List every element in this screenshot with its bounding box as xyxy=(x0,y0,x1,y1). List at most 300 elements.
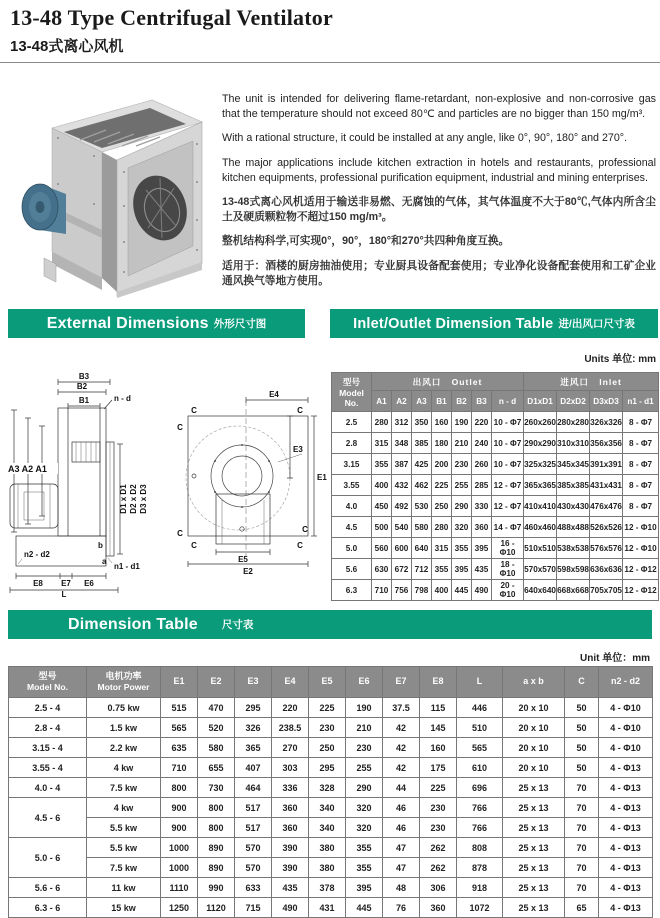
model-cell: 4.5 xyxy=(332,517,372,538)
col-b3: B3 xyxy=(472,391,492,412)
power-cell: 15 kw xyxy=(87,898,161,918)
col-l: L xyxy=(457,667,503,698)
dim-label-d3xd3: D3 x D3 xyxy=(139,484,148,514)
value-cell: 255 xyxy=(452,475,472,496)
value-cell: 538x538 xyxy=(557,538,590,559)
model-cell: 2.8 xyxy=(332,433,372,454)
value-cell: 190 xyxy=(346,698,383,718)
table-row xyxy=(332,496,659,517)
value-cell: 312 xyxy=(392,412,412,433)
header-outlet-cn: 出风口 xyxy=(412,376,442,387)
value-cell: 517 xyxy=(235,798,272,818)
value-cell: 445 xyxy=(452,580,472,601)
value-cell: 635 xyxy=(161,738,198,758)
inlet-outlet-table-body xyxy=(332,412,659,601)
col-a1: A1 xyxy=(372,391,392,412)
value-cell: 710 xyxy=(161,758,198,778)
table-row xyxy=(9,878,653,898)
value-cell: 425 xyxy=(412,454,432,475)
dim-label-d1xd1: D1 x D1 xyxy=(119,484,128,514)
desc-en-1: The unit is intended for delivering flame-retardant, non-explosive and non-corrosive gas that the temperature should not exceed 80℃ and particles are no bigger than 150 mg/m³. xyxy=(222,93,656,121)
value-cell: 633 xyxy=(235,878,272,898)
dim-label-e6: E6 xyxy=(84,579,94,588)
value-cell: 10 - Φ7 xyxy=(492,433,524,454)
value-cell: 230 xyxy=(346,738,383,758)
table-header-row xyxy=(9,667,653,698)
model-cell: 6.3 xyxy=(332,580,372,601)
col-e8: E8 xyxy=(420,667,457,698)
external-dimensions-drawing xyxy=(2,366,330,598)
value-cell: 47 xyxy=(383,858,420,878)
dim-label-b1: B1 xyxy=(78,396,90,405)
value-cell: 210 xyxy=(452,433,472,454)
model-cell: 5.6 xyxy=(332,559,372,580)
value-cell: 4 - Φ13 xyxy=(599,838,653,858)
corner-mark-c: C xyxy=(191,406,197,415)
value-cell: 445 xyxy=(346,898,383,918)
model-cell: 3.55 xyxy=(332,475,372,496)
value-cell: 25 x 13 xyxy=(503,898,565,918)
value-cell: 355 xyxy=(432,559,452,580)
value-cell: 640 xyxy=(412,538,432,559)
power-cell: 4 kw xyxy=(87,758,161,778)
value-cell: 345x345 xyxy=(557,454,590,475)
value-cell: 348 xyxy=(392,433,412,454)
value-cell: 712 xyxy=(412,559,432,580)
value-cell: 4 - Φ13 xyxy=(599,898,653,918)
value-cell: 565 xyxy=(457,738,503,758)
value-cell: 435 xyxy=(472,559,492,580)
col-n-d: n - d xyxy=(492,391,524,412)
value-cell: 12 - Φ10 xyxy=(623,517,659,538)
dimension-table xyxy=(8,666,653,918)
value-cell: 365x365 xyxy=(524,475,557,496)
value-cell: 510x510 xyxy=(524,538,557,559)
value-cell: 387 xyxy=(392,454,412,475)
value-cell: 4 - Φ13 xyxy=(599,818,653,838)
value-cell: 520 xyxy=(198,718,235,738)
value-cell: 655 xyxy=(198,758,235,778)
model-cell: 4.0 - 4 xyxy=(9,778,87,798)
value-cell: 990 xyxy=(198,878,235,898)
power-cell: 7.5 kw xyxy=(87,778,161,798)
value-cell: 8 - Φ7 xyxy=(623,412,659,433)
value-cell: 560 xyxy=(372,538,392,559)
dim-label-e7: E7 xyxy=(61,579,71,588)
value-cell: 355 xyxy=(346,858,383,878)
value-cell: 42 xyxy=(383,738,420,758)
value-cell: 360 xyxy=(420,898,457,918)
value-cell: 492 xyxy=(392,496,412,517)
value-cell: 175 xyxy=(420,758,457,778)
model-cell: 3.15 xyxy=(332,454,372,475)
value-cell: 4 - Φ13 xyxy=(599,778,653,798)
value-cell: 378 xyxy=(309,878,346,898)
value-cell: 464 xyxy=(235,778,272,798)
value-cell: 326x326 xyxy=(590,412,623,433)
value-cell: 8 - Φ7 xyxy=(623,454,659,475)
value-cell: 600 xyxy=(392,538,412,559)
dim-label-b-small: b xyxy=(98,541,103,550)
value-cell: 37.5 xyxy=(383,698,420,718)
value-cell: 326 xyxy=(235,718,272,738)
value-cell: 303 xyxy=(272,758,309,778)
table-row xyxy=(332,559,659,580)
header-motor-power xyxy=(87,667,161,698)
units-note-io: Units 单位: mm xyxy=(584,354,656,365)
value-cell: 766 xyxy=(457,818,503,838)
value-cell: 565 xyxy=(161,718,198,738)
power-cell: 5.5 kw xyxy=(87,838,161,858)
value-cell: 766 xyxy=(457,798,503,818)
value-cell: 115 xyxy=(420,698,457,718)
value-cell: 230 xyxy=(420,798,457,818)
model-cell: 4.5 - 6 xyxy=(9,798,87,838)
value-cell: 390 xyxy=(272,858,309,878)
value-cell: 200 xyxy=(432,454,452,475)
value-cell: 12 - Φ12 xyxy=(623,559,659,580)
value-cell: 262 xyxy=(420,858,457,878)
value-cell: 25 x 13 xyxy=(503,858,565,878)
value-cell: 385x385 xyxy=(557,475,590,496)
dim-label-n1-d1: n1 - d1 xyxy=(114,562,140,571)
value-cell: 1072 xyxy=(457,898,503,918)
value-cell: 315 xyxy=(372,433,392,454)
value-cell: 10 - Φ7 xyxy=(492,412,524,433)
value-cell: 50 xyxy=(565,718,599,738)
table-row xyxy=(9,858,653,878)
col-n2-d2: n2 - d2 xyxy=(599,667,653,698)
value-cell: 4 - Φ13 xyxy=(599,858,653,878)
inlet-outlet-table xyxy=(331,372,659,601)
value-cell: 570 xyxy=(235,838,272,858)
value-cell: 390 xyxy=(272,838,309,858)
value-cell: 668x668 xyxy=(557,580,590,601)
section-title-cn: 外形尺寸图 xyxy=(213,318,267,330)
value-cell: 20 x 10 xyxy=(503,738,565,758)
value-cell: 50 xyxy=(565,758,599,778)
value-cell: 1000 xyxy=(161,858,198,878)
value-cell: 705x705 xyxy=(590,580,623,601)
value-cell: 1120 xyxy=(198,898,235,918)
value-cell: 476x476 xyxy=(590,496,623,517)
section-title-en: Inlet/Outlet Dimension Table xyxy=(353,315,554,332)
value-cell: 450 xyxy=(372,496,392,517)
value-cell: 4 - Φ10 xyxy=(599,718,653,738)
value-cell: 610 xyxy=(457,758,503,778)
col-b2: B2 xyxy=(452,391,472,412)
value-cell: 580 xyxy=(198,738,235,758)
table-row xyxy=(332,538,659,559)
col-d2xd2: D2xD2 xyxy=(557,391,590,412)
desc-en-3: The major applications include kitchen extraction in hotels and restaurants, professional kitchen equipments, professional purification equipment, industrial and mining enterprises. xyxy=(222,156,656,184)
value-cell: 262 xyxy=(420,838,457,858)
section-title-cn: 尺寸表 xyxy=(221,619,254,631)
value-cell: 696 xyxy=(457,778,503,798)
value-cell: 315 xyxy=(432,538,452,559)
value-cell: 240 xyxy=(472,433,492,454)
corner-mark-c: C xyxy=(297,541,303,550)
value-cell: 890 xyxy=(198,838,235,858)
table-subheader-row xyxy=(332,391,659,412)
value-cell: 50 xyxy=(565,698,599,718)
header-power-en: Motor Power xyxy=(97,682,150,693)
value-cell: 470 xyxy=(198,698,235,718)
value-cell: 225 xyxy=(432,475,452,496)
value-cell: 336 xyxy=(272,778,309,798)
value-cell: 320 xyxy=(346,818,383,838)
divider xyxy=(0,62,660,63)
value-cell: 570 xyxy=(235,858,272,878)
value-cell: 280 xyxy=(372,412,392,433)
power-cell: 4 kw xyxy=(87,798,161,818)
value-cell: 432 xyxy=(392,475,412,496)
table-row xyxy=(332,454,659,475)
value-cell: 20 - Φ10 xyxy=(492,580,524,601)
value-cell: 190 xyxy=(452,412,472,433)
value-cell: 76 xyxy=(383,898,420,918)
value-cell: 1000 xyxy=(161,838,198,858)
dimension-table-body xyxy=(9,698,653,918)
value-cell: 20 x 10 xyxy=(503,758,565,778)
section-title-en: External Dimensions xyxy=(46,314,209,332)
value-cell: 517 xyxy=(235,818,272,838)
value-cell: 325x325 xyxy=(524,454,557,475)
col-axb: a x b xyxy=(503,667,565,698)
value-cell: 225 xyxy=(309,698,346,718)
value-cell: 808 xyxy=(457,838,503,858)
power-cell: 0.75 kw xyxy=(87,698,161,718)
value-cell: 365 xyxy=(235,738,272,758)
value-cell: 430x430 xyxy=(557,496,590,517)
corner-mark-c: C xyxy=(177,423,183,432)
value-cell: 50 xyxy=(565,738,599,758)
table-row xyxy=(332,517,659,538)
dim-label-l: L xyxy=(61,590,67,598)
value-cell: 340 xyxy=(309,818,346,838)
value-cell: 800 xyxy=(161,778,198,798)
value-cell: 526x526 xyxy=(590,517,623,538)
header-model-en: Model No. xyxy=(26,682,69,693)
value-cell: 70 xyxy=(565,858,599,878)
value-cell: 800 xyxy=(198,818,235,838)
value-cell: 12 - Φ10 xyxy=(623,538,659,559)
value-cell: 20 x 10 xyxy=(503,718,565,738)
col-e7: E7 xyxy=(383,667,420,698)
header-model xyxy=(9,667,87,698)
dim-label-e5: E5 xyxy=(238,555,248,564)
header-inlet-en: Inlet xyxy=(599,376,622,387)
col-a3: A3 xyxy=(412,391,432,412)
value-cell: 280x280 xyxy=(557,412,590,433)
value-cell: 220 xyxy=(472,412,492,433)
col-e2: E2 xyxy=(198,667,235,698)
model-cell: 3.15 - 4 xyxy=(9,738,87,758)
value-cell: 636x636 xyxy=(590,559,623,580)
value-cell: 710 xyxy=(372,580,392,601)
value-cell: 918 xyxy=(457,878,503,898)
value-cell: 25 x 13 xyxy=(503,798,565,818)
section-title-cn: 进/出风口尺寸表 xyxy=(558,318,635,330)
value-cell: 230 xyxy=(420,818,457,838)
value-cell: 306 xyxy=(420,878,457,898)
dim-label-e8: E8 xyxy=(33,579,43,588)
value-cell: 510 xyxy=(457,718,503,738)
value-cell: 356x356 xyxy=(590,433,623,454)
value-cell: 14 - Φ7 xyxy=(492,517,524,538)
value-cell: 355 xyxy=(452,538,472,559)
value-cell: 598x598 xyxy=(557,559,590,580)
value-cell: 270 xyxy=(272,738,309,758)
value-cell: 290x290 xyxy=(524,433,557,454)
header-model-cn: 型号 xyxy=(38,671,57,681)
value-cell: 320 xyxy=(452,517,472,538)
desc-cn-2: 整机结构科学,可实现0°，90°，180°和270°共四种角度互换。 xyxy=(222,235,510,248)
col-e4: E4 xyxy=(272,667,309,698)
table-row xyxy=(332,412,659,433)
value-cell: 8 - Φ7 xyxy=(623,496,659,517)
value-cell: 878 xyxy=(457,858,503,878)
value-cell: 350 xyxy=(412,412,432,433)
value-cell: 435 xyxy=(272,878,309,898)
value-cell: 290 xyxy=(452,496,472,517)
value-cell: 180 xyxy=(432,433,452,454)
model-cell: 2.5 - 4 xyxy=(9,698,87,718)
model-cell: 5.0 - 6 xyxy=(9,838,87,878)
dim-label-n2-d2: n2 - d2 xyxy=(24,550,50,559)
corner-mark-c: C xyxy=(302,525,308,534)
value-cell: 360 xyxy=(272,798,309,818)
value-cell: 500 xyxy=(372,517,392,538)
table-row xyxy=(9,798,653,818)
value-cell: 44 xyxy=(383,778,420,798)
value-cell: 4 - Φ13 xyxy=(599,878,653,898)
col-e3: E3 xyxy=(235,667,272,698)
value-cell: 25 x 13 xyxy=(503,838,565,858)
value-cell: 431x431 xyxy=(590,475,623,496)
power-cell: 11 kw xyxy=(87,878,161,898)
value-cell: 16 - Φ10 xyxy=(492,538,524,559)
power-cell: 5.5 kw xyxy=(87,818,161,838)
fan-housing-illustration xyxy=(22,100,202,298)
value-cell: 70 xyxy=(565,778,599,798)
value-cell: 4 - Φ10 xyxy=(599,738,653,758)
value-cell: 395 xyxy=(472,538,492,559)
value-cell: 295 xyxy=(235,698,272,718)
value-cell: 490 xyxy=(272,898,309,918)
dim-label-a3a2a1: A3 A2 A1 xyxy=(8,464,47,474)
dim-label-b2: B2 xyxy=(76,382,88,391)
table-row xyxy=(9,818,653,838)
value-cell: 250 xyxy=(432,496,452,517)
value-cell: 630 xyxy=(372,559,392,580)
value-cell: 4 - Φ13 xyxy=(599,758,653,778)
value-cell: 798 xyxy=(412,580,432,601)
value-cell: 576x576 xyxy=(590,538,623,559)
dim-label-d2xd2: D2 x D2 xyxy=(129,484,138,514)
col-e1: E1 xyxy=(161,667,198,698)
model-cell: 6.3 - 6 xyxy=(9,898,87,918)
value-cell: 400 xyxy=(432,580,452,601)
power-cell: 2.2 kw xyxy=(87,738,161,758)
value-cell: 12 - Φ12 xyxy=(623,580,659,601)
value-cell: 580 xyxy=(412,517,432,538)
value-cell: 355 xyxy=(372,454,392,475)
value-cell: 320 xyxy=(346,798,383,818)
section-dimension-table xyxy=(8,610,652,639)
model-cell: 4.0 xyxy=(332,496,372,517)
dim-label-e1: E1 xyxy=(317,473,327,482)
value-cell: 900 xyxy=(161,798,198,818)
model-cell: 5.6 - 6 xyxy=(9,878,87,898)
dim-label-a-small: a xyxy=(102,557,107,566)
model-cell: 3.55 - 4 xyxy=(9,758,87,778)
value-cell: 70 xyxy=(565,878,599,898)
value-cell: 1250 xyxy=(161,898,198,918)
value-cell: 42 xyxy=(383,758,420,778)
value-cell: 1110 xyxy=(161,878,198,898)
col-c: C xyxy=(565,667,599,698)
col-d1xd1: D1xD1 xyxy=(524,391,557,412)
value-cell: 47 xyxy=(383,838,420,858)
col-b1: B1 xyxy=(432,391,452,412)
value-cell: 46 xyxy=(383,818,420,838)
corner-mark-c: C xyxy=(191,541,197,550)
value-cell: 410x410 xyxy=(524,496,557,517)
value-cell: 160 xyxy=(420,738,457,758)
header-model-en: Model No. xyxy=(339,388,364,408)
value-cell: 730 xyxy=(198,778,235,798)
value-cell: 462 xyxy=(412,475,432,496)
header-outlet-group xyxy=(372,373,524,391)
section-title-en: Dimension Table xyxy=(68,615,198,633)
header-power-cn: 电机功率 xyxy=(105,671,142,681)
dim-label-e2: E2 xyxy=(243,567,253,576)
value-cell: 48 xyxy=(383,878,420,898)
section-external-dimensions xyxy=(8,309,305,338)
value-cell: 490 xyxy=(472,580,492,601)
value-cell: 570x570 xyxy=(524,559,557,580)
col-e6: E6 xyxy=(346,667,383,698)
table-row xyxy=(9,898,653,918)
value-cell: 230 xyxy=(309,718,346,738)
value-cell: 18 - Φ10 xyxy=(492,559,524,580)
value-cell: 70 xyxy=(565,798,599,818)
section-inlet-outlet-table xyxy=(330,309,658,338)
model-cell: 2.8 - 4 xyxy=(9,718,87,738)
value-cell: 20 x 10 xyxy=(503,698,565,718)
header-inlet-group xyxy=(524,373,659,391)
dim-label-b3: B3 xyxy=(78,372,90,381)
value-cell: 530 xyxy=(412,496,432,517)
value-cell: 42 xyxy=(383,718,420,738)
value-cell: 290 xyxy=(346,778,383,798)
desc-cn-1: 13-48式离心风机适用于输送非易燃、无腐蚀的气体，其气体温度不大于80℃,气体内所含尘土及硬质颗粒物不超过150 mg/m³。 xyxy=(222,195,656,224)
front-view-labels xyxy=(177,390,327,576)
value-cell: 70 xyxy=(565,838,599,858)
value-cell: 330 xyxy=(472,496,492,517)
col-a2: A2 xyxy=(392,391,412,412)
value-cell: 210 xyxy=(346,718,383,738)
value-cell: 360 xyxy=(472,517,492,538)
table-row xyxy=(9,758,653,778)
value-cell: 25 x 13 xyxy=(503,778,565,798)
units-note-dim: Unit 单位：mm xyxy=(580,653,650,664)
value-cell: 391x391 xyxy=(590,454,623,475)
value-cell: 255 xyxy=(346,758,383,778)
value-cell: 540 xyxy=(392,517,412,538)
value-cell: 900 xyxy=(161,818,198,838)
